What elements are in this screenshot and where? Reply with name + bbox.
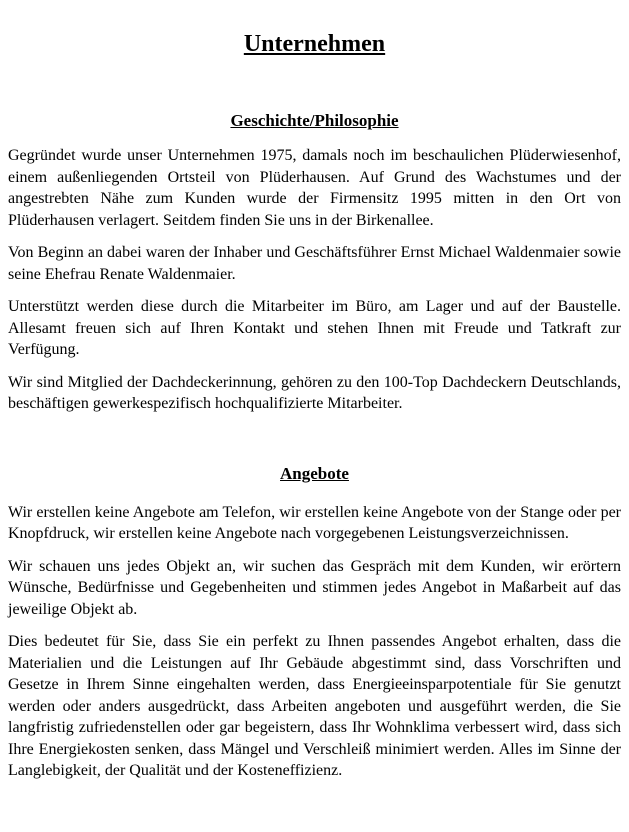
section-heading-angebote: Angebote <box>280 463 349 483</box>
section-heading-geschichte-philosophie: Geschichte/Philosophie <box>230 111 399 130</box>
section-angebote <box>8 463 621 782</box>
document-page <box>0 30 629 782</box>
paragraph-dies-bedeutet: Dies bedeutet für Sie, dass Sie ein perfekt zu Ihnen passendes Angebot erhalten, dass die Materialien und die Leistungen auf Ihr Gebäude abgestimmt sind, dass Vorschriften und Gesetze in Ihrem Sinne eingehalten werden, dass Energieeinsparpotentiale für Sie genutzt werden oder anders ausgedrückt, dass Arbeiten angeboten und ausgeführt werden, die Sie langfristig zufriedenstellen oder gar begeistern, dass Ihr Wohnklima verbessert wird, dass sich Ihre Energiekosten senken, dass Mängel und Verschleiß minimiert werden. Alles im Sinne der Langlebigkeit, der Qualität und der Kosteneffizienz. <box>8 633 621 779</box>
section-geschichte-philosophie <box>8 110 621 415</box>
paragraph-jedes-objekt: Wir schauen uns jedes Objekt an, wir suchen das Gespräch mit dem Kunden, wir erörtern Wünsche, Bedürfnisse und Gegebenheiten und stimmen jedes Angebot in Maßarbeit auf das jeweilige Objekt ab. <box>8 557 621 618</box>
paragraph-von-beginn: Von Beginn an dabei waren der Inhaber und Geschäftsführer Ernst Michael Waldenmaier sowie seine Ehefrau Renate Waldenmaier. <box>8 244 621 283</box>
page-title: Unternehmen <box>243 31 386 57</box>
paragraph-gegruendet: Gegründet wurde unser Unternehmen 1975, damals noch im beschaulichen Plüderwiesenhof, einem außenliegenden Ortsteil von Plüderhausen. Auf Grund des Wachstumes und der angestrebten Nähe zum Kunden wurde der Firmensitz 1995 mitten in den Ort von Plüderhausen verlagert. Seitdem finden Sie uns in der Birkenallee. <box>8 147 621 229</box>
paragraph-mitglied: Wir sind Mitglied der Dachdeckerinnung, gehören zu den 100-Top Dachdeckern Deutschlands, beschäftigen gewerkespezifisch hochqualifizierte Mitarbeiter. <box>8 373 621 412</box>
paragraph-unterstuetzt: Unterstützt werden diese durch die Mitarbeiter im Büro, am Lager und auf der Baustelle. Allesamt freuen sich auf Ihren Kontakt und stehen Ihnen mit Freude und Tatkraft zur Verfügung. <box>8 298 621 358</box>
paragraph-keine-angebote: Wir erstellen keine Angebote am Telefon, wir erstellen keine Angebote von der Stange oder per Knopfdruck, wir erstellen keine Angebote nach vorgegebenen Leistungsverzeichnissen. <box>8 503 621 542</box>
